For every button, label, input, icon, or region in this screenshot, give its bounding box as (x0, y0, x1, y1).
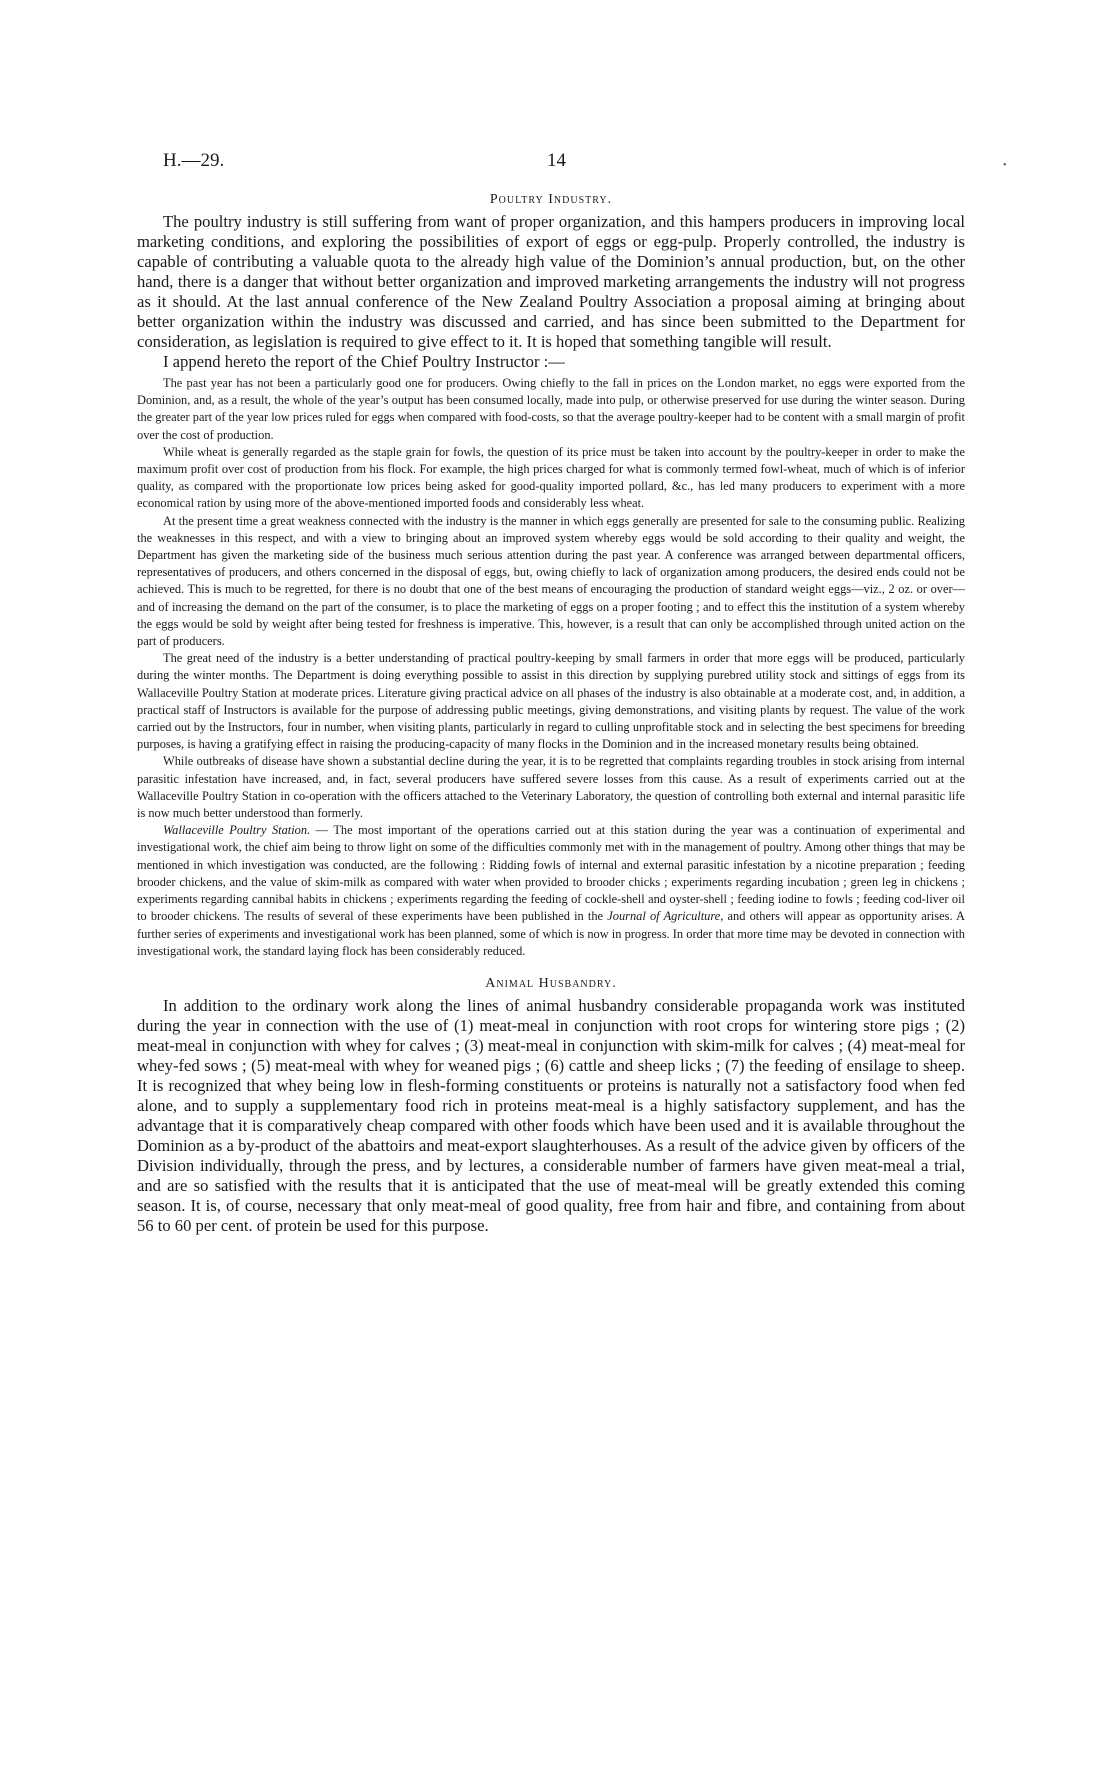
poultry-heading: Poultry Industry. (489, 192, 613, 207)
report-paragraph-3: At the present time a great weakness connected with the industry is the manner in which eggs generally are presented for sale to the consuming public. Realizing the weaknesses in this respect, and with a view to bringing about an improved system whereby eggs would be sold according to their quality and weight, the Department has given the marketing side of the business much serious attention during the past year. A conference was arranged between departmental officers, representatives of producers, and others concerned in the disposal of eggs, but, owing chiefly to lack of organization among producers, the desired ends could not be achieved. This is much to be regretted, for there is no doubt that one of the best means of encouraging the production of standard weight eggs—viz., 2 oz. or over—and of increasing the demand on the part of the consumer, is to place the marketing of eggs on a proper footing ; and to effect this the institution of a system whereby the eggs would be sold by weight after being tested for freshness is imperative. This, however, is a result that can only be accomplished through united action on the part of producers. (137, 513, 965, 649)
intro-paragraph-1: The poultry industry is still suffering from want of proper organization, and this hampers producers in improving local marketing conditions, and exploring the possibilities of export of eggs or egg-pulp. Properly controlled, the industry is capable of contributing a valuable quota to the already high value of the Dominion’s annual production, but, on the other hand, there is a danger that without better organization and improved marketing arrangements the industry will not progress as it should. At the last annual conference of the New Zealand Poultry Association a proposal aiming at bringing about better organization within the industry was discussed and carried, and has since been submitted to the Department for consideration, as legislation is required to give effect to it. It is hoped that something tangible will result. (137, 212, 965, 351)
report-paragraph-4: The great need of the industry is a better understanding of practical poultry-keeping by small farmers in order that more eggs will be produced, particularly during the winter months. The Department is doing everything possible to assist in this direction by supplying purebred utility stock and sittings of eggs from its Wallaceville Poultry Station at moderate prices. Literature giving practical advice on all phases of the industry is also obtainable at a moderate cost, and, in addition, a practical staff of Instructors is available for the purpose of addressing public meetings, giving demonstrations, and visiting plants by request. The value of the work carried out by the Instructors, four in number, when visiting plants, particularly in regard to culling unprofitable stock and in selecting the best specimens for breeding purposes, is having a gratifying effect in raising the producing-capacity of many flocks in the Dominion and in the increased monetary results being obtained. (137, 651, 965, 752)
animal-husbandry-heading: Animal Husbandry. (485, 975, 617, 991)
wallaceville-text-a: — The most important of the operations carried out at this station during the year was a continuation of experimental and investigational work, the chief aim being to throw light on some of the difficulties commonly met with in the management of poultry. Among other things that may be mentioned in which investigation was conducted, are the following : Ridding fowls of internal and external parasitic infestation by a nicotine preparation ; feeding brooder chickens, and the value of skim-milk as compared with water when provided to brooder chicks ; experiments regarding incubation ; green leg in chickens ; experiments regarding cannibal habits in chickens ; experiments regarding the feeding of cockle-shell and oyster-shell ; feeding iodine to fowls ; feeding cod-liver oil to brooder chickens. The results of several of these experiments have been published in the (137, 823, 965, 924)
chief-instructor-report (137, 375, 965, 960)
poultry-intro (137, 212, 965, 372)
report-paragraph-5: While outbreaks of disease have shown a substantial decline during the year, it is to be regretted that complaints regarding troubles in stock arising from internal parasitic infestation have increased, and, in fact, several producers have suffered severe losses from this cause. As a result of experiments carried out at the Wallaceville Poultry Station in co-operation with the officers attached to the Veterinary Laboratory, the question of controlling both external and internal parasitic life is now much better understood than formerly. (137, 754, 965, 821)
report-paragraph-1: The past year has not been a particularly good one for producers. Owing chiefly to the fall in prices on the London market, no eggs were exported from the Dominion, and, as a result, the whole of the year’s output has been consumed locally, made into pulp, or otherwise preserved for use during the winter season. During the greater part of the year low prices ruled for eggs when compared with food-costs, so that the average poultry-keeper had to be content with a small margin of profit over the cost of production. (137, 376, 965, 442)
wallaceville-lead-in: Wallaceville Poultry Station. (163, 823, 311, 838)
running-header (137, 150, 965, 180)
report-paragraph-2: While wheat is generally regarded as the staple grain for fowls, the question of its price must be taken into account by the poultry-keeper in order to make the maximum profit over cost of production from his flock. For example, the high prices charged for what is commonly termed fowl-wheat, much of which is of inferior quality, as compared with the proportionate low prices being asked for good-quality imported pollard, &c., has led many producers to experiment with a more economical ration by using more of the above-mentioned imported foods and considerably less wheat. (137, 444, 965, 511)
animal-paragraph: In addition to the ordinary work along the lines of animal husbandry considerable propaganda work was instituted during the year in connection with the use of (1) meat-meal in conjunction with root crops for wintering store pigs ; (2) meat-meal in conjunction with whey for calves ; (3) meat-meal in conjunction with skim-milk for calves ; (4) meat-meal for whey-fed sows ; (5) meat-meal with whey for weaned pigs ; (6) cattle and sheep licks ; (7) the feeding of ensilage to sheep. It is recognized that whey being low in flesh-forming constituents or proteins is naturally not a satisfactory food when fed alone, and to supply a supplementary food rich in proteins meat-meal is a highly satisfactory supplement, and has the advantage that it is comparatively cheap compared with other foods which have been used and it is available throughout the Dominion as a by-product of the abattoirs and meat-export slaughterhouses. As a result of the advice given by officers of the Division individually, through the press, and by lectures, a considerable number of farmers have given meat-meal a trial, and are so satisfied with the results that it is anticipated that the use of meat-meal will be greatly extended this coming season. It is, of course, necessary that only meat-meal of good quality, free from hair and fibre, and containing from about 56 to 60 per cent. of protein be used for this purpose. (137, 995, 965, 1235)
animal-husbandry-body (137, 996, 965, 1236)
intro-paragraph-2: I append hereto the report of the Chief Poultry Instructor :— (163, 352, 565, 371)
document-page (137, 150, 965, 1236)
page-number: 14 (547, 150, 566, 171)
wallaceville-paragraph (137, 822, 965, 960)
journal-title: Journal of Agriculture (607, 909, 721, 924)
wallaceville-text-b: , and others will appear as opportunity arises. A further series of experiments and investigational work has been planned, some of which is now in progress. In order that more time may be devoted in connection with investigational work, the standard laying flock has been considerably reduced. (137, 909, 965, 958)
margin-dot: • (1003, 160, 1007, 171)
document-reference: H.—29. (163, 150, 225, 171)
